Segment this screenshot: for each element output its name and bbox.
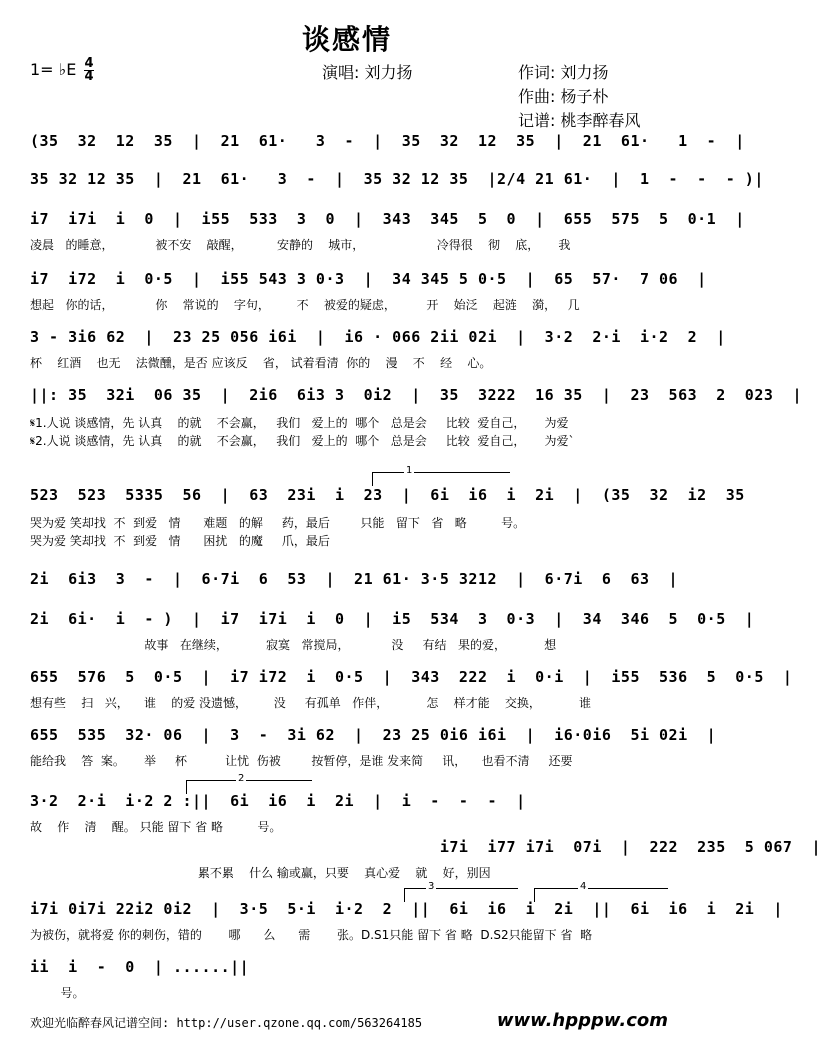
notation-row-4: i7 i72 i 0·5 | i55 543 3 0·3 | 34 345 5 0·5 | 65 57· 7 06 | bbox=[30, 270, 707, 288]
notation-row-2: 35 32 12 35 | 21 61· 3 - | 35 32 12 35 |2/4 21 61· | 1 - - - )| bbox=[30, 170, 764, 188]
notation-row-15: ii i - 0 | ......|| bbox=[30, 958, 250, 976]
volta-number-4: 4 bbox=[580, 881, 587, 892]
key-signature: 1= ♭E bbox=[30, 60, 77, 79]
volta-bracket-4 bbox=[534, 888, 668, 889]
lyric-row-14: 号。 bbox=[30, 986, 85, 1000]
lyric-row-13: 为被伤，就将爱 你的刺伤，错的 哪 么 需 张。D.S1只能 留下 省 略 D.S2只能留下 省 略 bbox=[30, 928, 593, 942]
lyric-row-9: 想有些 扫 兴， 谁 的爱 没遗憾， 没 有孤单 作伴， 怎 样才能 交换， 谁 bbox=[30, 696, 592, 710]
volta-bracket-1 bbox=[372, 472, 510, 473]
volta-number-1: 1 bbox=[406, 465, 413, 476]
composer-credit: 作曲: 杨子朴 bbox=[518, 87, 609, 106]
time-bottom: 4 bbox=[84, 69, 94, 84]
volta-bracket-3 bbox=[404, 888, 518, 889]
lyric-row-12: 累不累 什么 输或赢，只要 真心爱 就 好，别因 bbox=[30, 866, 491, 880]
time-top: 4 bbox=[84, 56, 94, 71]
notation-row-11: 655 535 32· 06 | 3 - 3i 62 | 23 25 0i6 i6i | i6·0i6 5i 02i | bbox=[30, 726, 717, 744]
lyric-row-10: 能给我 答 案。 举 杯 让忧 伤被 按暂停，是谁 发来简 讯， 也看不清 还要 bbox=[30, 754, 573, 768]
volta-number-2: 2 bbox=[238, 773, 245, 784]
volta-number-3: 3 bbox=[428, 881, 435, 892]
lyric-row-11: 故 作 清 醒。 只能 留下 省 略 号。 bbox=[30, 820, 282, 834]
notation-row-8: 2i 6i3 3 - | 6·7i 6 53 | 21 61· 3·5 3212 | 6·7i 6 63 | bbox=[30, 570, 679, 588]
lyric-row-1: 凌晨 的睡意， 被不安 敲醒， 安静的 城市， 冷得很 彻 底， 我 bbox=[30, 238, 571, 252]
lyric-row-5: 𝄋2.人说 谈感情，先 认真 的就 不会赢， 我们 爱上的 哪个 总是会 比较 爱自己， 为爱` bbox=[30, 434, 575, 448]
notation-row-7: 523 523 5335 56 | 63 23i i 23 | 6i i6 i 2i | (35 32 i2 35 bbox=[30, 486, 745, 504]
lyric-row-8: 故事 在继续， 寂寞 常搅局， 没 有结 果的爱， 想 bbox=[30, 638, 557, 652]
lyric-row-7: 哭为爱 笑却找 不 到爱 情 困扰 的魔 爪，最后 bbox=[30, 534, 330, 548]
notation-row-12: 3·2 2·i i·2 2 :|| 6i i6 i 2i | i - - - | bbox=[30, 792, 526, 810]
volta-bracket-1-edge bbox=[372, 472, 373, 486]
lyric-row-4: 𝄋1.人说 谈感情，先 认真 的就 不会赢， 我们 爱上的 哪个 总是会 比较 爱自己， 为爱 bbox=[30, 416, 569, 430]
site-watermark: www.hpppw.com bbox=[496, 1010, 668, 1031]
notation-row-10: 655 576 5 0·5 | i7 i72 i 0·5 | 343 222 i 0·i | i55 536 5 0·5 | bbox=[30, 668, 793, 686]
singer-credit: 演唱: 刘力扬 bbox=[322, 63, 413, 82]
lyric-row-3: 杯 红酒 也无 法微醺，是否 应该反 省， 试着看清 你的 漫 不 经 心。 bbox=[30, 356, 492, 370]
notation-row-14: i7i 0i7i 22i2 0i2 | 3·5 5·i i·2 2 || 6i i6 i 2i || 6i i6 i 2i | bbox=[30, 900, 783, 918]
lyricist-credit: 作词: 刘力扬 bbox=[518, 63, 609, 82]
notation-row-9: 2i 6i· i - ) | i7 i7i i 0 | i5 534 3 0·3 | 34 346 5 0·5 | bbox=[30, 610, 755, 628]
transcriber-credit: 记谱: 桃李醉春风 bbox=[518, 111, 641, 130]
footer-text: 欢迎光临醉春风记谱空间: http://user.qzone.qq.com/563264185 bbox=[30, 1016, 423, 1030]
lyric-row-6: 哭为爱 笑却找 不 到爱 情 难题 的解 药，最后 只能 留下 省 略 号。 bbox=[30, 516, 526, 530]
notation-row-3: i7 i7i i 0 | i55 533 3 0 | 343 345 5 0 | 655 575 5 0·1 | bbox=[30, 210, 745, 228]
song-title: 谈感情 bbox=[301, 23, 392, 56]
lyric-row-2: 想起 你的话， 你 常说的 字句， 不 被爱的疑虑， 开 始泛 起涟 漪， 几 bbox=[30, 298, 580, 312]
notation-row-6: ||: 35 32i 06 35 | 2i6 6i3 3 0i2 | 35 3222 16 35 | 23 563 2 023 | bbox=[30, 386, 802, 404]
notation-row-13: i7i i77 i7i 07i | 222 235 5 067 | bbox=[30, 838, 821, 856]
volta-bracket-2 bbox=[186, 780, 312, 781]
time-signature bbox=[84, 58, 94, 83]
notation-row-5: 3 - 3i6 62 | 23 25 056 i6i | i6 · 066 2ii 02i | 3·2 2·i i·2 2 | bbox=[30, 328, 726, 346]
notation-row-1: (35 32 12 35 | 21 61· 3 - | 35 32 12 35 | 21 61· 1 - | bbox=[30, 132, 745, 150]
